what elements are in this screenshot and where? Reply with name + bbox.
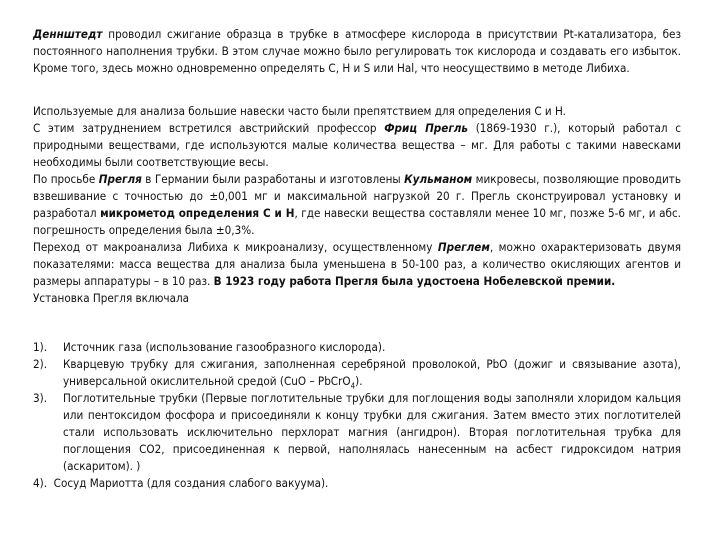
pregl-name-3: Преглем [437, 240, 490, 254]
pregl-name-2: Прегля [98, 172, 142, 186]
pregl-section [33, 103, 681, 307]
kuhlmann-text-3: микровесы, позволяющие проводить взвешивание с точностью до ±0,001 мг и максимальной нагрузкой 20 г. Прегль сконструировал установку и разработал [33, 172, 681, 220]
setup-list [33, 339, 681, 492]
list-item-number: 1). [33, 340, 48, 354]
kuhlmann-paragraph [33, 171, 681, 239]
list-item-text: Источник газа (использование газообразного кислорода). [63, 340, 386, 354]
pregl-text-2: (1869-1930 г.), который работал с природными веществами, где используются малые количества вещества – мг. Для работы с такими навесками необходимы были соответствующие весы. [33, 121, 681, 169]
kuhlmann-name: Кульманом [404, 172, 473, 186]
dennstedt-name: Деннштедт [33, 27, 103, 41]
nobel-prize-text: В 1923 году работа Прегля была удостоена Нобелевской премии. [213, 274, 616, 288]
large-samples-paragraph: Используемые для анализа большие навески часто были препятствием для определения C и H. [33, 104, 566, 118]
kuhlmann-text-1: По просьбе [33, 172, 99, 186]
pregl-text-1: С этим затруднением встретился австрийский профессор [33, 121, 385, 135]
dennstedt-paragraph [33, 26, 681, 77]
transition-text-1: Переход от макроанализа Либиха к микроанализу, осуществленному [33, 240, 438, 254]
dennstedt-text: проводил сжигание образца в трубке в атмосфере кислорода в присутствии Pt-катализатора, без постоянного наполнения трубки. В этом случае можно было регулировать ток кислорода и создавать его избыток. Кроме того, здесь можно одновременно определять C, H и S или Hal, что неосуществимо в методе Либиха. [33, 27, 681, 75]
list-item-text: Сосуд Мариотта (для создания слабого вакуума). [53, 476, 329, 490]
list-item-number: 4). [33, 476, 48, 490]
list-item [33, 475, 681, 492]
list-item-number: 3). [33, 391, 48, 405]
pregl-paragraph [33, 120, 681, 171]
intro-section [33, 26, 681, 77]
list-item-text-end: ). [355, 374, 363, 388]
list-item-text: Кварцевую трубку для сжигания, заполненная серебряной проволокой, PbO (дожиг и связывание азота), универсальной окислительной средой (CuO – PbCrO [63, 357, 681, 388]
pregl-name: Фриц Прегль [384, 121, 469, 135]
list-item [33, 390, 681, 475]
list-item-number: 2). [33, 357, 48, 371]
subscript: 4 [350, 381, 356, 391]
setup-intro: Установка Прегля включала [33, 291, 190, 305]
transition-paragraph [33, 239, 681, 290]
transition-text-2: , можно охарактеризовать двумя показателями: масса вещества для анализа была уменьшена в 50-100 раз, а количество окисляющих агентов и размеры аппаратуры – в 10 раз. [33, 240, 682, 288]
list-item [33, 339, 681, 356]
kuhlmann-text-2: в Германии были разработаны и изготовлены [141, 172, 405, 186]
list-item [33, 356, 681, 390]
micromethod-name: микрометод определения C и H [100, 206, 295, 220]
kuhlmann-text-4: , где навески вещества составляли менее 10 мг, позже 5-6 мг, и абс. погрешность определения была ±0,3%. [33, 206, 681, 237]
list-item-text: Поглотительные трубки (Первые поглотительные трубки для поглощения воды заполняли хлоридом кальция или пентоксидом фосфора и присоединяли к концу трубки для сжигания. Затем вместо этих поглотителей стали использовать исключительно перхлорат магния (ангидрон). Вторая поглотительная трубка для поглощения CO2, присоединенная к первой, наполнялась нанесенным на асбест гидроксидом натрия (аскаритом). ) [63, 391, 681, 473]
